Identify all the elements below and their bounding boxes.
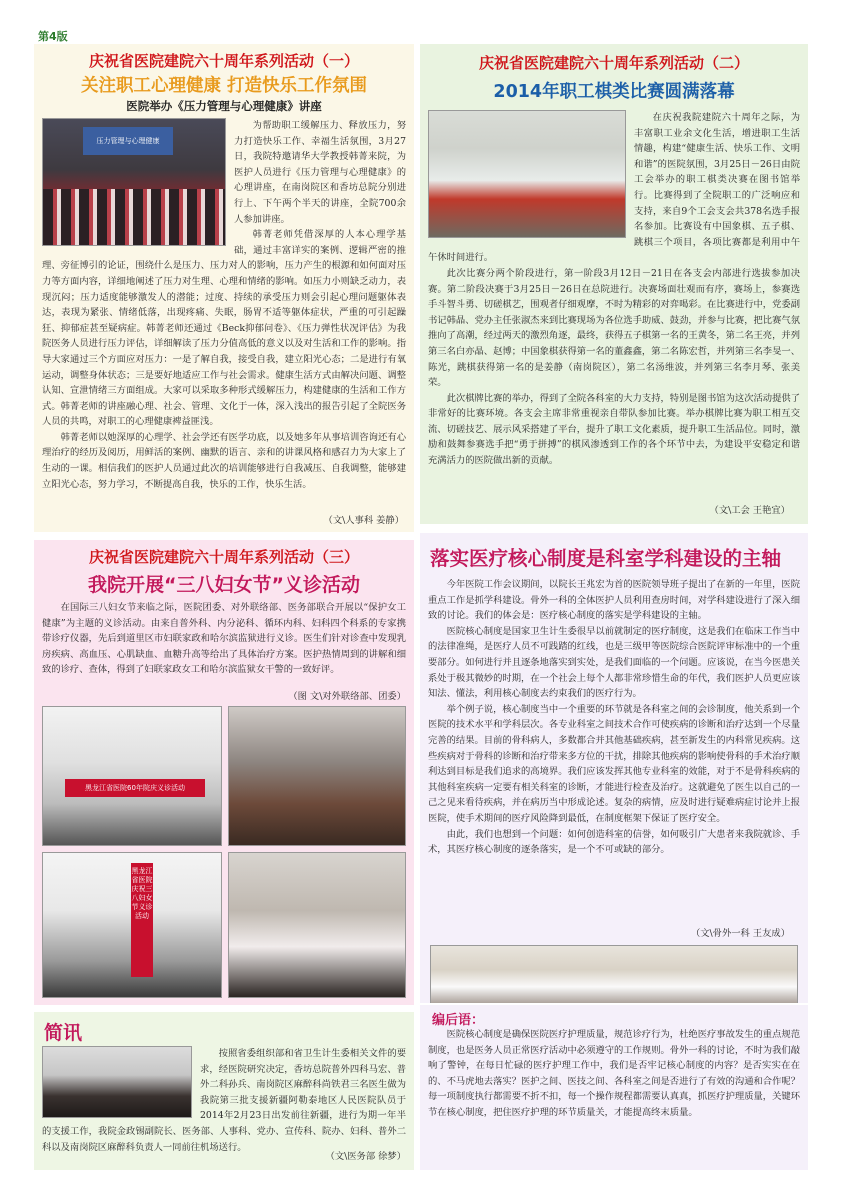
paragraph: 此次比赛分两个阶段进行，第一阶段3月12日－21日在各支会内部进行选拔参加决赛。第二阶段决赛于3月25日－26日在总院进行。决赛场面壮观而有序，赛场上，参赛选手斗智斗勇、切磋棋艺，围观者仔细观摩，不时为精彩的对弈喝彩。在比赛进行中，党委副书记韩晶、党办主任张淑杰来到比赛现场为各位选手助威、鼓劲，并参与比赛，把比赛气氛推向了高潮，经过两天的激烈角逐，最终，获得五子棋第一名的王黄冬，第二名王亮，并列第三名白亦晶、赵博；中国象棋获得第一名的董鑫鑫，第二名陈宏哲，并列第三名李旻一、陈光，跳棋获得第一名的是姜静（南岗院区），第二名汤维波，并列第三名李月琴、张美荣。	[428, 267, 800, 389]
staff-group-photo	[430, 945, 798, 1003]
article-headline: 我院开展“三八妇女节”义诊活动	[88, 574, 360, 596]
signature: （文\工会 王艳宜）	[709, 505, 790, 516]
clinic-photo-2	[228, 706, 406, 846]
clinic-photo-1	[42, 706, 222, 846]
editor-note-body	[428, 1027, 800, 1167]
chess-photo	[428, 110, 626, 238]
series-title: 庆祝省医院建院六十周年系列活动（二）	[478, 54, 749, 72]
paragraph: 韩菁老师凭借深厚的人本心理学基础，通过丰富详实的案例、逻辑严密的推理、旁征博引的论证，围绕什么是压力、压力对人的影响，压力产生的根源和如何面对压力等方面内容，详细地阐述了压力对生理、心理和情绪的影响。如压力小则缺乏动力，表现沉闷；压力适度能够激发人的潜能；过度、持续的承受压力则会引起心理问题躯体表达，表现为紧张、情绪低落，出现疼痛、失眠，肠胃不适等躯体症状，严重的可引起躁狂、抑郁症甚至疑病症。韩菁老师还通过《Beck抑郁问卷》、《压力弹性状况评估》为我院医务人员进行压力评估，详细解读了压力分值高低的意义以及对生活和工作的影响。指导大家通过三个方面应对压力：一是了解自我，接受自我，建立阳光心态；二是进行有氧运动，调整身体状态；三是要好地适应工作与社会需求。健康生活方式由解决问题、调整认知、宣泄情绪三方面组成。大家可以采取多种形式缓解压力，构建健康的生活和工作方式。韩菁老师的讲座融心理、社会、管理、文化于一体，深入浅出的报告引起了全院医务人员的共鸣，对职工的心理健康裨益匪浅。	[42, 229, 406, 428]
editor-note-heading: 编后语：	[432, 1013, 485, 1028]
paragraph: 由此，我们也想到一个问题：如何创造科室的信誉，如何吸引广大患者来我院就诊、手术，其医疗核心制度的逐条落实，是一个不可或缺的部分。	[428, 828, 800, 856]
brief-heading: 简讯	[44, 1022, 83, 1044]
paragraph: 韩菁老师以她深厚的心理学、社会学还有医学功底，以及她多年从事培训咨询还有心理治疗的经历及阅历，用鲜活的案例、幽默的语言、亲和的讲课风格和感召力为大家上了生动的一课。相信我们的医护人员通过此次的培训能够进行自我减压、自我调整，能够建立阳光心态，努力学习，不断提高自我，快乐的工作，快乐生活。	[42, 431, 406, 490]
article-core-system	[420, 533, 808, 1003]
article-chess-competition	[420, 44, 808, 524]
photo-banner: 黑龙江省医院60年院庆义诊活动	[65, 779, 205, 797]
paragraph: 医院核心制度是确保医院医疗护理质量，规范诊疗行为，杜绝医疗事故发生的重点规范制度，也是医务人员正常医疗活动中必须遵守的工作规则。骨外一科的讨论，不时为我们敲响了警钟，在每日忙碌的医疗护理工作中，我们是否牢记核心制度的内容？是否实实在在的、不马虎地去落实？医护之间、医技之间、各科室之间是否进行了有效的沟通和合作呢？每一项制度执行都需要不折不扣，每一个操作规程都需要认真真，抓医疗护理质量，关键环节在核心制度，把住医疗护理的环节质量关，才能提高终末质量。	[428, 1029, 800, 1118]
lecture-photo	[42, 118, 226, 246]
news-brief	[34, 1012, 414, 1170]
paragraph: 医院核心制度是国家卫生计生委很早以前就制定的医疗制度，这是我们在临床工作当中的法律准绳，是医疗人员不可践踏的红线，也是三级甲等医院综合医院评审标准中的一个重要部分。如何进行并且逐条地落实到实处，是我们面临的一个问题。应该说，在当今医患关系处于极其微妙的时期，在一个社会上每个人都非常珍惜生命的年代，我们医护人员更应该知法、懂法，利用核心制度去约束我们的医疗行为。	[428, 625, 800, 700]
clinic-photo-3	[42, 852, 222, 998]
article-psychology-lecture	[34, 44, 414, 532]
paragraph: 在庆祝我院建院六十周年之际，为丰富职工业余文化生活，增进职工生活情趣，构建“健康生活、快乐工作、文明和谐”的医院氛围，3月25日－26日由院工会举办的职工棋类决赛在图书馆举行。比赛得到了全院职工的广泛响应和支持，来自9个工会支会共378名选手报名参加。比赛设有中国象棋、五子棋、跳棋三个项目，各项比赛都是利用中午午休时间进行。	[428, 112, 800, 264]
series-title: 庆祝省医院建院六十周年系列活动（一）	[88, 52, 359, 70]
editor-note	[420, 1005, 808, 1170]
article-body	[428, 110, 800, 500]
vertical-banner: 黑龙江省医院庆祝三八妇女节义诊活动	[131, 863, 153, 977]
article-subhead: 医院举办《压力管理与心理健康》讲座	[126, 99, 322, 113]
photo-banner: 压力管理与心理健康	[83, 127, 173, 155]
article-headline: 关注职工心理健康 打造快乐工作氛围	[80, 76, 368, 96]
paragraph: 今年医院工作会议期间，以院长王兆宏为首的医院领导班子提出了在新的一年里，医院重点工作是抓学科建设。骨外一科的全体医护人员利用查房时间，对学科建设进行了深入细致的讨论。我们的体会是：医疗核心制度的落实是学科建设的主轴。	[428, 579, 800, 622]
paragraph: 此次棋牌比赛的举办，得到了全院各科室的大力支持，特别是图书馆为这次活动提供了非常好的比赛环境。各支会主席非常重视亲自带队参加比赛。举办棋牌比赛为职工相互交流、切磋技艺、展示风采搭建了平台，提升了职工文化素质，提升职工生活品位。同时，激励和鼓舞参赛选手把“勇于拼搏”的棋风渗透到工作的各个环节中去，为建设平安稳定和谐充满活力的医院做出新的贡献。	[428, 392, 800, 467]
paragraph: 为帮助职工缓解压力、释放压力，努力打造快乐工作、幸福生活氛围，3月27日，我院特邀请华大学教授韩菁来院，为医护人员进行《压力管理与心理健康》的心理讲座，在南岗院区和香坊总院分别进行上、下午两个半天的讲座，全院700余人参加讲座。	[234, 120, 406, 225]
signature: （图 文\对外联络部、团委）	[288, 691, 406, 702]
article-body	[428, 577, 800, 927]
series-title: 庆祝省医院建院六十周年系列活动（三）	[88, 548, 359, 566]
clinic-photo-4	[228, 852, 406, 998]
article-body	[42, 118, 406, 518]
paragraph: 按照省委组织部和省卫生计生委相关文件的要求，经医院研究决定，香坊总院普外四科马宏、普外二科孙兵、南岗院区麻醉科尚铁君三名医生做为我院第三批支援新疆阿勒泰地区人民医院队员于2014年2月23日出发前往新疆，进行为期一年半的支援工作，我院金政锡副院长、医务部、人事科、党办、宣传科、院办、妇科、普外二科以及南岗院区麻醉科负责人一同前往机场送行。	[42, 1048, 406, 1153]
article-headline: 落实医疗核心制度是科室学科建设的主轴	[430, 547, 782, 570]
article-headline: 2014年职工棋类比赛圆满落幕	[493, 82, 735, 102]
signature: （文\骨外一科 王友成）	[690, 928, 790, 939]
page-number: 第4版	[38, 30, 68, 43]
paragraph: 在国际三八妇女节来临之际，医院团委、对外联络部、医务部联合开展以“保护女工健康”为主题的义诊活动。由来自普外科、内分泌科、循环内科、妇科四个科系的专家携带诊疗仪器，先后到道里区市妇联家政和哈尔滨监狱进行义诊。医生们针对诊查中发现乳房疾病、高血压、心肌缺血、血糖升高等给出了具体治疗方案。医护热情周到的讲解和细致的诊疗、查体，得到了妇联家政女工和哈尔滨监狱女干警的一致好评。	[42, 602, 406, 676]
signature: （文\人事科 姜静）	[323, 515, 404, 526]
signature: （文\医务部 徐梦）	[325, 1151, 406, 1162]
article-womens-day-clinic	[34, 540, 414, 1005]
article-body	[42, 600, 406, 696]
paragraph: 举个例子说，核心制度当中一个重要的环节就是各科室之间的会诊制度，他关系到一个医院的技术水平和学科层次。各专业科室之间技术合作可使疾病的诊断和治疗达到一个尽量完善的结果。目前的骨科病人，多数都合并其他基础疾病，甚至新发生的内科常见疾病。这些疾病对于骨科的诊断和治疗带来多方位的干扰，排除其他疾病的影响使骨科的手术治疗顺利达到目标是我们追求的高境界。我们应该发挥其他专业科室的效能，对于不是骨科疾病的其他科室疾病一定要有相关科室的诊断，才能进行检查及治疗。这就避免了医生以自己的一己之见来看待疾病，并在病历当中形成论述。复杂的病情，应及时进行疑难病症讨论并上报医院，使手术期间的医疗风险降到最低，在制度框架下保证了医疗安全。	[428, 703, 800, 824]
brief-photo	[42, 1046, 192, 1118]
